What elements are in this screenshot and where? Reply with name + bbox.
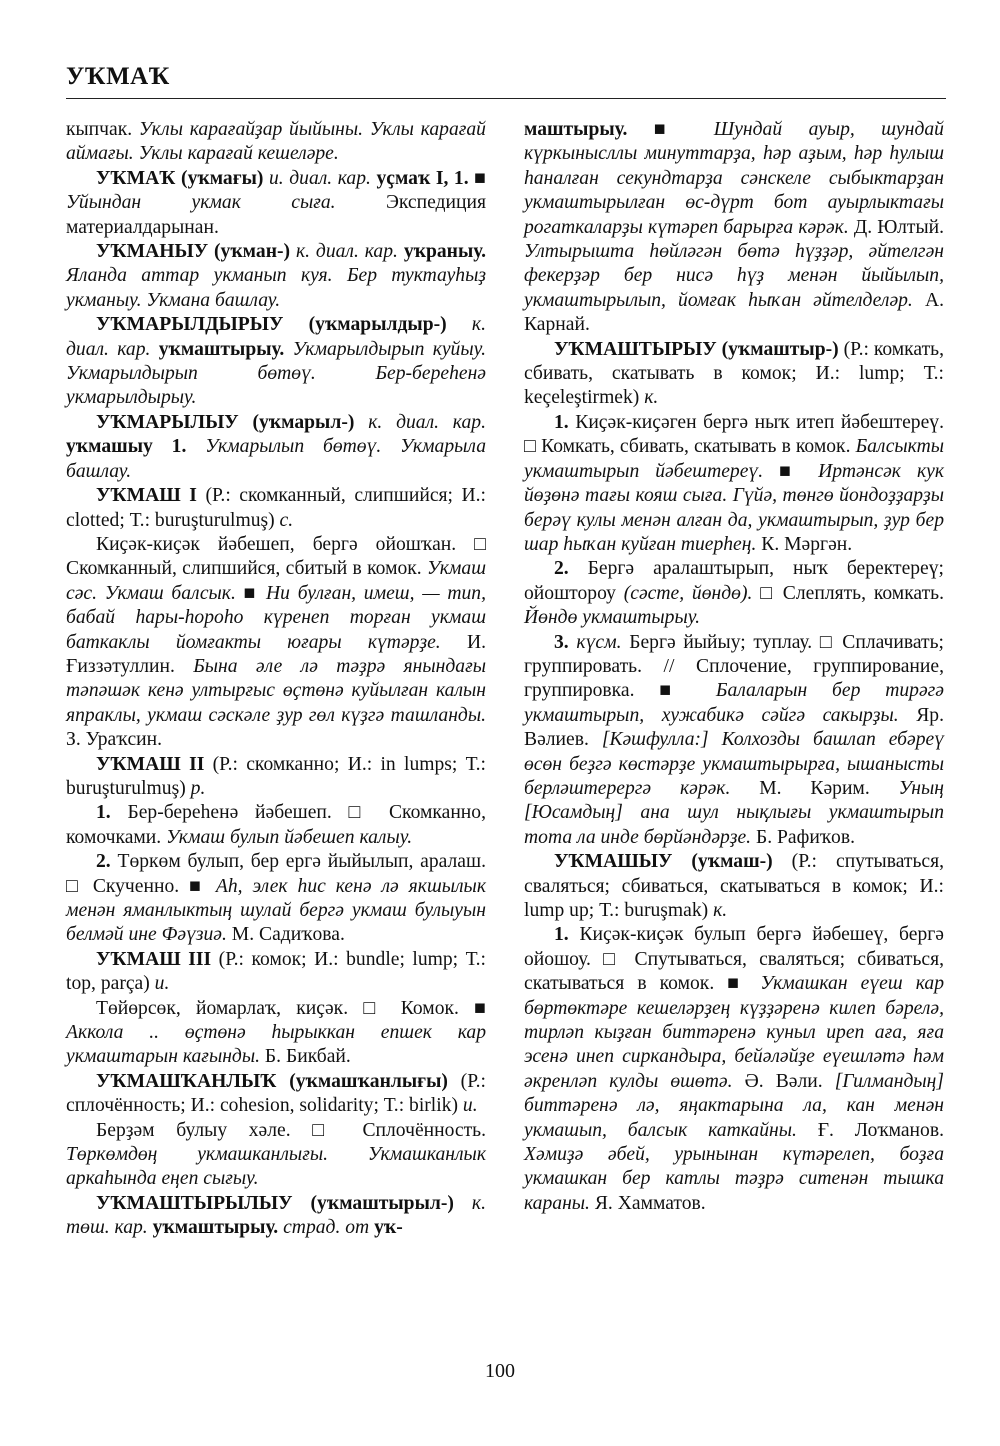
page-number: 100 [485, 1360, 515, 1382]
entry-paragraph: УҠМАНЫУ (уҡман-) к. диал. кар. уҡраныу. Яланда аттар укманып куя. Бер туктауһыҙ укманыу. Укмана башлау. [66, 241, 487, 311]
entry-paragraph: 1. Киҫәк-киҫәген бергә ныҡ итеп йәбештереү. □ Комкать, сбивать, скатывать в комок. Балсыкты укмаштырып йәбештереү. ■ Иртәнсәк кук йөҙөнә тағы кояш сыға. Гүйә, төнгө йондоҙҙарҙы берәү кулы менән алған да, укмаштырып, ҙур бер шар һыҡан куйған тиерһең. К. Мәргән. [524, 411, 944, 555]
entry-paragraph: 1. Киҫәк-киҫәк булып бергә йәбешеү, бергә ойошоу. □ Спутываться, сваляться; сбиваться, скатываться в комок. ■ Укмашкан еүеш кар бөртөктәре кешеләрҙең күҙҙәренә килеп бәрелә, тирләп кыҙған биттәренә куныл иреп аға, яға эсенә инеп сиркандыра, бейәләйҙе еүешләтә һәм әкренләп кулды өшөтә. Ә. Вәли. [Гилмандың] биттәренә лә, яңактарына ла, кан менән укмашып, балсык каткайны. Ғ. Лоҡманов. Хәмиҙә әбей, урынынан күтәрелеп, боҙға укмашкан бер катлы тәҙрә ситенән тышка караны. Я. Хамматов. [524, 924, 945, 1214]
entry-paragraph: 2. Төркөм булып, бер ергә йыйылып, аралаш. □ Скученно. ■ Аһ, элек һис кенә лә якшылык менән яманлыктың шулай бергә укмаш булыуын белмәй ине Фәүзиә. М. Садиҡова. [66, 851, 486, 946]
entry-paragraph: 2. Бергә аралаштырып, ныҡ беректереү; ойоштороу (сәсте, йөндө). □ Слеплять, комкать. Йөндө укмаштырыу. [524, 558, 945, 629]
entry-paragraph: УҠМАРЫЛДЫРЫУ (уҡмарылдыр-) к. диал. кар. уҡмаштырыу. Укмарылдырып куйыу. Укмарылдырып бөтөү. Бер-береһенә укмарылдырыу. [66, 314, 486, 409]
entry-paragraph: УҠМАШ I (Р.: скомканный, слипшийся; И.: clotted; Т.: buruşturulmuş) с. [66, 485, 486, 531]
entry-paragraph: УҠМАШЫУ (уҡмаш-) (Р.: спутываться, сваляться; сбиваться, скатываться в комок; И.: lump up; Т.: buruşmak) к. [524, 851, 944, 921]
entry-paragraph: УҠМАРЫЛЫУ (уҡмарыл-) к. диал. кар. уҡмашыу 1. Укмарылып бөтөү. Укмарыла башлау. [66, 411, 486, 482]
entry-paragraph: УҠМАШТЫРЫЛЫУ (уҡмаштырыл-) к. төш. кар. уҡмаштырыу. страд. от уҡ- [66, 1192, 486, 1239]
right-column [524, 118, 944, 1216]
entry-paragraph: Киҫәк-киҫәк йәбешеп, бергә ойошҡан. □ Скомканный, слипшийся, сбитый в комок. Укмаш сәс. Укмаш балсык. ■ Ни булған, имеш, — тип, бабай һары-һороһо күренеп торған укмаш баткаклы йомғакты юғары күтәрҙе. И. Ғиззәтуллин. Бына әле лә тәҙрә янындағы тәпәшәк кенә ултырғыс өҫтөнә куйылған калын япраклы, укмаш сәскәле ҙур гөл күҙгә ташланды. З. Ураҡсин. [66, 533, 487, 751]
entry-paragraph: УҠМАШ II (Р.: скомканно; И.: in lumps; Т.: buruşturulmuş) р. [66, 753, 486, 799]
page-header [66, 62, 946, 92]
header-rule [66, 98, 946, 99]
entry-paragraph: УҠМАҠ (уҡмағы) и. диал. кар. уҫмаҡ I, 1. ■ Уйындан укмак сыға. Экспедиция материалдарынан. [66, 167, 487, 238]
entry-paragraph: УҠМАШҠАНЛЫҠ (уҡмашҡанлығы) (Р.: сплочённость; И.: cohesion, solidarity; Т.: birlik) и. [66, 1070, 486, 1117]
entry-paragraph: УҠМАШТЫРЫУ (уҡмаштыр-) (Р.: комкать, сбивать, скатывать в комок; И.: lump; Т.: keçeleştirmek) к. [524, 338, 944, 409]
entry-paragraph: УҠМАШ III (Р.: комок; И.: bundle; lump; Т.: top, parça) и. [66, 948, 486, 995]
running-head: УҠМАҠ [66, 63, 170, 90]
left-column [66, 118, 486, 1241]
entry-paragraph: 1. Бер-береһенә йәбешеп. □ Скомканно, комочками. Укмаш булып йәбешеп калыу. [66, 802, 486, 848]
entry-paragraph: маштырыу. ■ Шундай ауыр, шундай күркынысллы минуттарҙа, һәр аҙым, һәр һулыш һаналған секундтарҙа сәнскеле сыбыктарҙан укмаштырылған өс-дүрт бот ауырлыктағы рогаткаларҙы күтәреп барырға кәрәк. Д. Юлтый. Ултырышта һөйләгән бөтә һүҙҙәр, әйтелгән фекерҙәр бер нисә һүҙ менән йыйылып, укмаштырылып, йомғак һыҡан әйтелделәр. А. Карнай. [524, 119, 944, 336]
entry-paragraph: Берҙәм булыу хәле. □ Сплочённость. Төркөмдөң укмашканлығы. Укмашканлык аркаһында еңеп сығыу. [66, 1119, 486, 1190]
entry-paragraph: кыпчак. Уклы карағайҙар йыйыны. Уклы карағай аймағы. Уклы карағай кешеләре. [66, 119, 486, 165]
entry-paragraph: Төйөрсөк, йомарлаҡ, киҫәк. □ Комок. ■ Аккола .. өҫтөнә һырыккан епшек кар укмаштарын кағынды. Б. Бикбай. [66, 997, 486, 1068]
entry-paragraph: 3. күсм. Бергә йыйыу; туплау. □ Сплачивать; группировать. // Сплочение, группирование, группировка. ■ Балаларын бер тирәгә укмаштырып, хужабикә сәйгә сакырҙы. Яр. Вәлиев. [Кәшфулла:] Колхозды башлап ебәреү өсөн беҙгә көстәрҙе укмаштырырға, ышанысты берләштерергә кәрәк. М. Кәрим. Уның [Юсамдың] ана шул нықлығы укмаштырып тота ла инде бөрйәндәрҙе. Б. Рафиҡов. [524, 631, 945, 848]
